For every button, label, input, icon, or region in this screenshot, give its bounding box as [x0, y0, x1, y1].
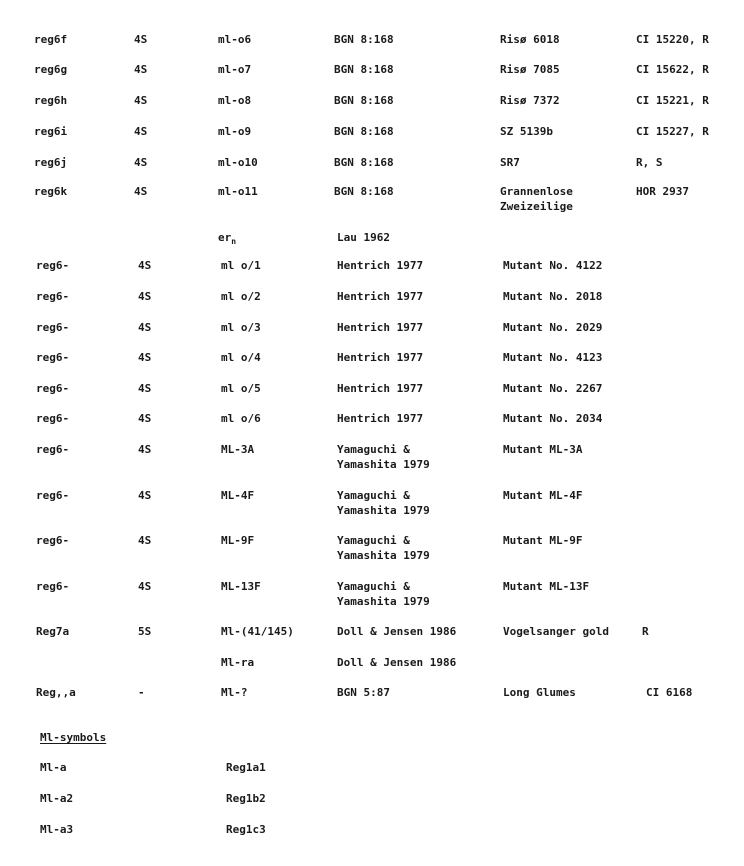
cell-locus: reg6k — [34, 185, 68, 198]
cell-chromosome: 4S — [138, 290, 152, 303]
cell-source: Mutant ML-13F — [503, 580, 590, 593]
cell-chromosome: 4S — [138, 534, 152, 547]
cell-allele: ML-13F — [221, 580, 261, 593]
cell-allele: ML-4F — [221, 489, 255, 502]
cell-allele: Ml-? — [221, 686, 248, 699]
cell-source: Mutant No. 4123 — [503, 351, 603, 364]
cell-reference: Hentrich 1977 — [337, 259, 424, 272]
cell-allele: ml-o8 — [218, 94, 252, 107]
cell-reference-cont: Yamashita 1979 — [337, 458, 430, 471]
cell-chromosome: 4S — [138, 351, 152, 364]
section-heading: Ml-symbols — [40, 731, 107, 744]
cell-source: Mutant No. 2267 — [503, 382, 603, 395]
cell-accession: R — [642, 625, 649, 638]
cell-locus: reg6- — [36, 443, 70, 456]
allele-subscript: n — [231, 237, 237, 247]
cell-allele: ml o/3 — [221, 321, 261, 334]
cell-chromosome: 4S — [138, 489, 152, 502]
cell-accession: CI 15227, R — [636, 125, 709, 138]
cell-allele: ml o/6 — [221, 412, 261, 425]
cell-reference: Lau 1962 — [337, 231, 390, 244]
cell-source-cont: Zweizeilige — [500, 200, 573, 213]
cell-allele: Ml-ra — [221, 656, 255, 669]
ml-symbol: Ml-a2 — [40, 792, 74, 805]
cell-accession: CI 6168 — [646, 686, 693, 699]
cell-allele: ml-o6 — [218, 33, 252, 46]
cell-chromosome: 4S — [134, 63, 148, 76]
cell-reference: Hentrich 1977 — [337, 321, 424, 334]
cell-chromosome: 4S — [138, 382, 152, 395]
reg-equivalent: Reg1a1 — [226, 761, 266, 774]
cell-source: Risø 7372 — [500, 94, 560, 107]
cell-reference: Hentrich 1977 — [337, 290, 424, 303]
cell-accession: CI 15622, R — [636, 63, 709, 76]
cell-locus: reg6i — [34, 125, 68, 138]
cell-locus: reg6- — [36, 534, 70, 547]
cell-source: Mutant No. 4122 — [503, 259, 603, 272]
cell-source: Risø 6018 — [500, 33, 560, 46]
cell-reference-cont: Yamashita 1979 — [337, 504, 430, 517]
cell-locus: reg6- — [36, 290, 70, 303]
cell-allele: ml-o7 — [218, 63, 252, 76]
cell-locus: reg6f — [34, 33, 68, 46]
cell-source: Risø 7085 — [500, 63, 560, 76]
cell-allele: ml-o10 — [218, 156, 258, 169]
cell-allele: ml-o11 — [218, 185, 258, 198]
cell-source: SR7 — [500, 156, 520, 169]
cell-accession: CI 15221, R — [636, 94, 709, 107]
cell-reference: Hentrich 1977 — [337, 412, 424, 425]
cell-chromosome: 4S — [138, 443, 152, 456]
cell-source: Mutant No. 2018 — [503, 290, 603, 303]
reg-equivalent: Reg1c3 — [226, 823, 266, 836]
cell-chromosome: 4S — [138, 259, 152, 272]
cell-allele: $er_n$ — [218, 231, 237, 247]
cell-reference: Doll & Jensen 1986 — [337, 625, 457, 638]
cell-reference: BGN 8:168 — [334, 185, 394, 198]
cell-allele: ml o/2 — [221, 290, 261, 303]
cell-source: SZ 5139b — [500, 125, 553, 138]
cell-allele: ml o/5 — [221, 382, 261, 395]
cell-allele: ML-3A — [221, 443, 255, 456]
cell-source: Grannenlose — [500, 185, 573, 198]
cell-reference: Yamaguchi & — [337, 580, 410, 593]
cell-reference: BGN 8:168 — [334, 94, 394, 107]
cell-locus: reg6- — [36, 259, 70, 272]
cell-locus: reg6- — [36, 412, 70, 425]
cell-chromosome: - — [138, 686, 145, 699]
cell-locus: Reg7a — [36, 625, 70, 638]
cell-locus: reg6- — [36, 321, 70, 334]
cell-source: Vogelsanger gold — [503, 625, 609, 638]
cell-locus: reg6- — [36, 351, 70, 364]
cell-accession: HOR 2937 — [636, 185, 689, 198]
cell-reference-cont: Yamashita 1979 — [337, 595, 430, 608]
cell-reference: Doll & Jensen 1986 — [337, 656, 457, 669]
cell-allele: ml o/1 — [221, 259, 261, 272]
cell-chromosome: 4S — [134, 185, 148, 198]
cell-chromosome: 4S — [138, 580, 152, 593]
cell-reference: Yamaguchi & — [337, 489, 410, 502]
cell-locus: reg6g — [34, 63, 68, 76]
cell-chromosome: 4S — [138, 412, 152, 425]
ml-symbol: Ml-a3 — [40, 823, 74, 836]
ml-symbol: Ml-a — [40, 761, 67, 774]
cell-accession: R, S — [636, 156, 663, 169]
cell-source: Long Glumes — [503, 686, 576, 699]
cell-reference: BGN 8:168 — [334, 156, 394, 169]
cell-reference: BGN 5:87 — [337, 686, 390, 699]
cell-locus: reg6h — [34, 94, 68, 107]
cell-chromosome: 4S — [138, 321, 152, 334]
cell-reference-cont: Yamashita 1979 — [337, 549, 430, 562]
cell-chromosome: 4S — [134, 156, 148, 169]
cell-source: Mutant No. 2029 — [503, 321, 603, 334]
cell-reference: Yamaguchi & — [337, 534, 410, 547]
cell-locus: Reg,,a — [36, 686, 76, 699]
cell-reference: Yamaguchi & — [337, 443, 410, 456]
cell-chromosome: 4S — [134, 125, 148, 138]
cell-reference: Hentrich 1977 — [337, 351, 424, 364]
cell-allele: ml-o9 — [218, 125, 252, 138]
cell-allele: ml o/4 — [221, 351, 261, 364]
cell-allele: Ml-(41/145) — [221, 625, 294, 638]
cell-locus: reg6- — [36, 489, 70, 502]
cell-reference: Hentrich 1977 — [337, 382, 424, 395]
cell-locus: reg6- — [36, 382, 70, 395]
cell-source: Mutant ML-3A — [503, 443, 583, 456]
cell-source: Mutant ML-9F — [503, 534, 583, 547]
cell-chromosome: 4S — [134, 94, 148, 107]
cell-source: Mutant ML-4F — [503, 489, 583, 502]
cell-reference: BGN 8:168 — [334, 125, 394, 138]
cell-allele: ML-9F — [221, 534, 255, 547]
cell-accession: CI 15220, R — [636, 33, 709, 46]
cell-chromosome: 5S — [138, 625, 152, 638]
cell-reference: BGN 8:168 — [334, 63, 394, 76]
cell-reference: BGN 8:168 — [334, 33, 394, 46]
cell-chromosome: 4S — [134, 33, 148, 46]
cell-source: Mutant No. 2034 — [503, 412, 603, 425]
cell-locus: reg6j — [34, 156, 68, 169]
cell-locus: reg6- — [36, 580, 70, 593]
reg-equivalent: Reg1b2 — [226, 792, 266, 805]
